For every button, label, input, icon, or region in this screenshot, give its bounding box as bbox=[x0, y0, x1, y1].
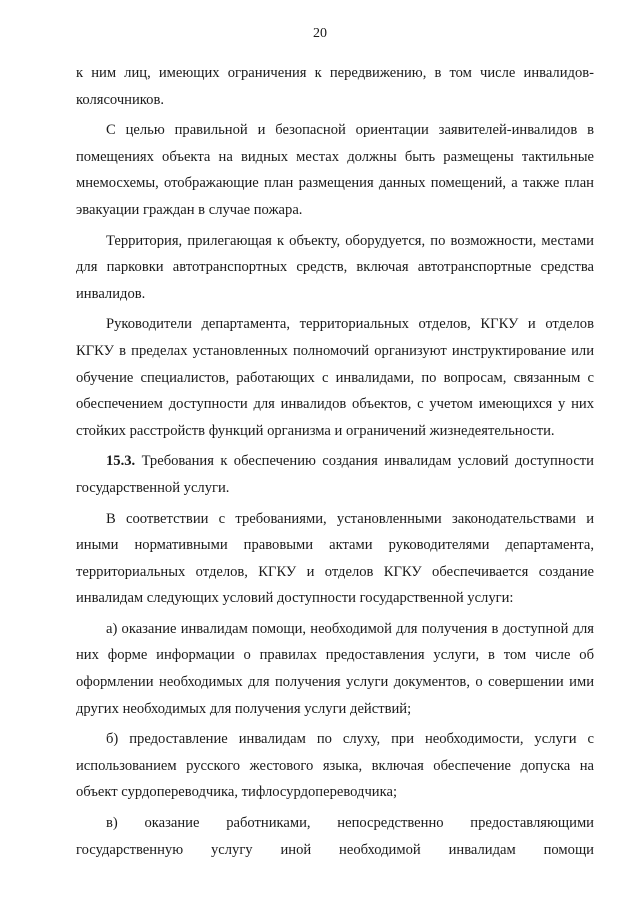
list-item-b: б) предоставление инвалидам по слуху, при необходимости, услуги с использованием русского жестового языка, включая обеспечение допуска на объект сурдопереводчика, тифлосурдопереводчика; bbox=[76, 731, 594, 801]
document-body bbox=[76, 60, 594, 863]
paragraph-training: Руководители департамента, территориальных отделов, КГКУ и отделов КГКУ в пределах установленных полномочий организуют инструктирование или обучение специалистов, работающих с инвалидами, по вопросам, связанным с обеспечением доступности для инвалидов объектов, с учетом имеющихся у них стойких расстройств функций организма и ограничений жизнедеятельности. bbox=[76, 316, 594, 439]
paragraph-continuation: к ним лиц, имеющих ограничения к передвижению, в том числе инвалидов-колясочников. bbox=[76, 65, 594, 108]
section-heading-text: Требования к обеспечению создания инвалидам условий доступности государственной услуги. bbox=[76, 453, 594, 496]
list-item-a: а) оказание инвалидам помощи, необходимой для получения в доступной для них форме информации о правилах предоставления услуги, в том числе об оформлении необходимых для получения услуги документов, о совершении ими других необходимых для получения услуги действий; bbox=[76, 620, 594, 717]
section-number: 15.3. bbox=[106, 453, 136, 470]
paragraph-section-heading bbox=[76, 448, 594, 501]
paragraph-territory: Территория, прилегающая к объекту, оборудуется, по возможности, местами для парковки автотранспортных средств, включая автотранспортные средства инвалидов. bbox=[76, 232, 594, 302]
list-item-v: в) оказание работниками, непосредственно предоставляющими государственную услугу иной необходимой инвалидам помощи bbox=[76, 815, 594, 858]
page-number: 20 bbox=[313, 26, 327, 41]
paragraph-orientation: С целью правильной и безопасной ориентации заявителей-инвалидов в помещениях объекта на видных местах должны быть размещены тактильные мнемосхемы, отображающие план размещения данных помещений, а также план эвакуации граждан в случае пожара. bbox=[76, 122, 594, 218]
paragraph-conditions-intro: В соответствии с требованиями, установленными законодательствами и иными нормативными правовыми актами руководителями департамента, территориальных отделов, КГКУ и отделов КГКУ обеспечивается создание инвалидам следующих условий доступности государственной услуги: bbox=[76, 510, 594, 607]
